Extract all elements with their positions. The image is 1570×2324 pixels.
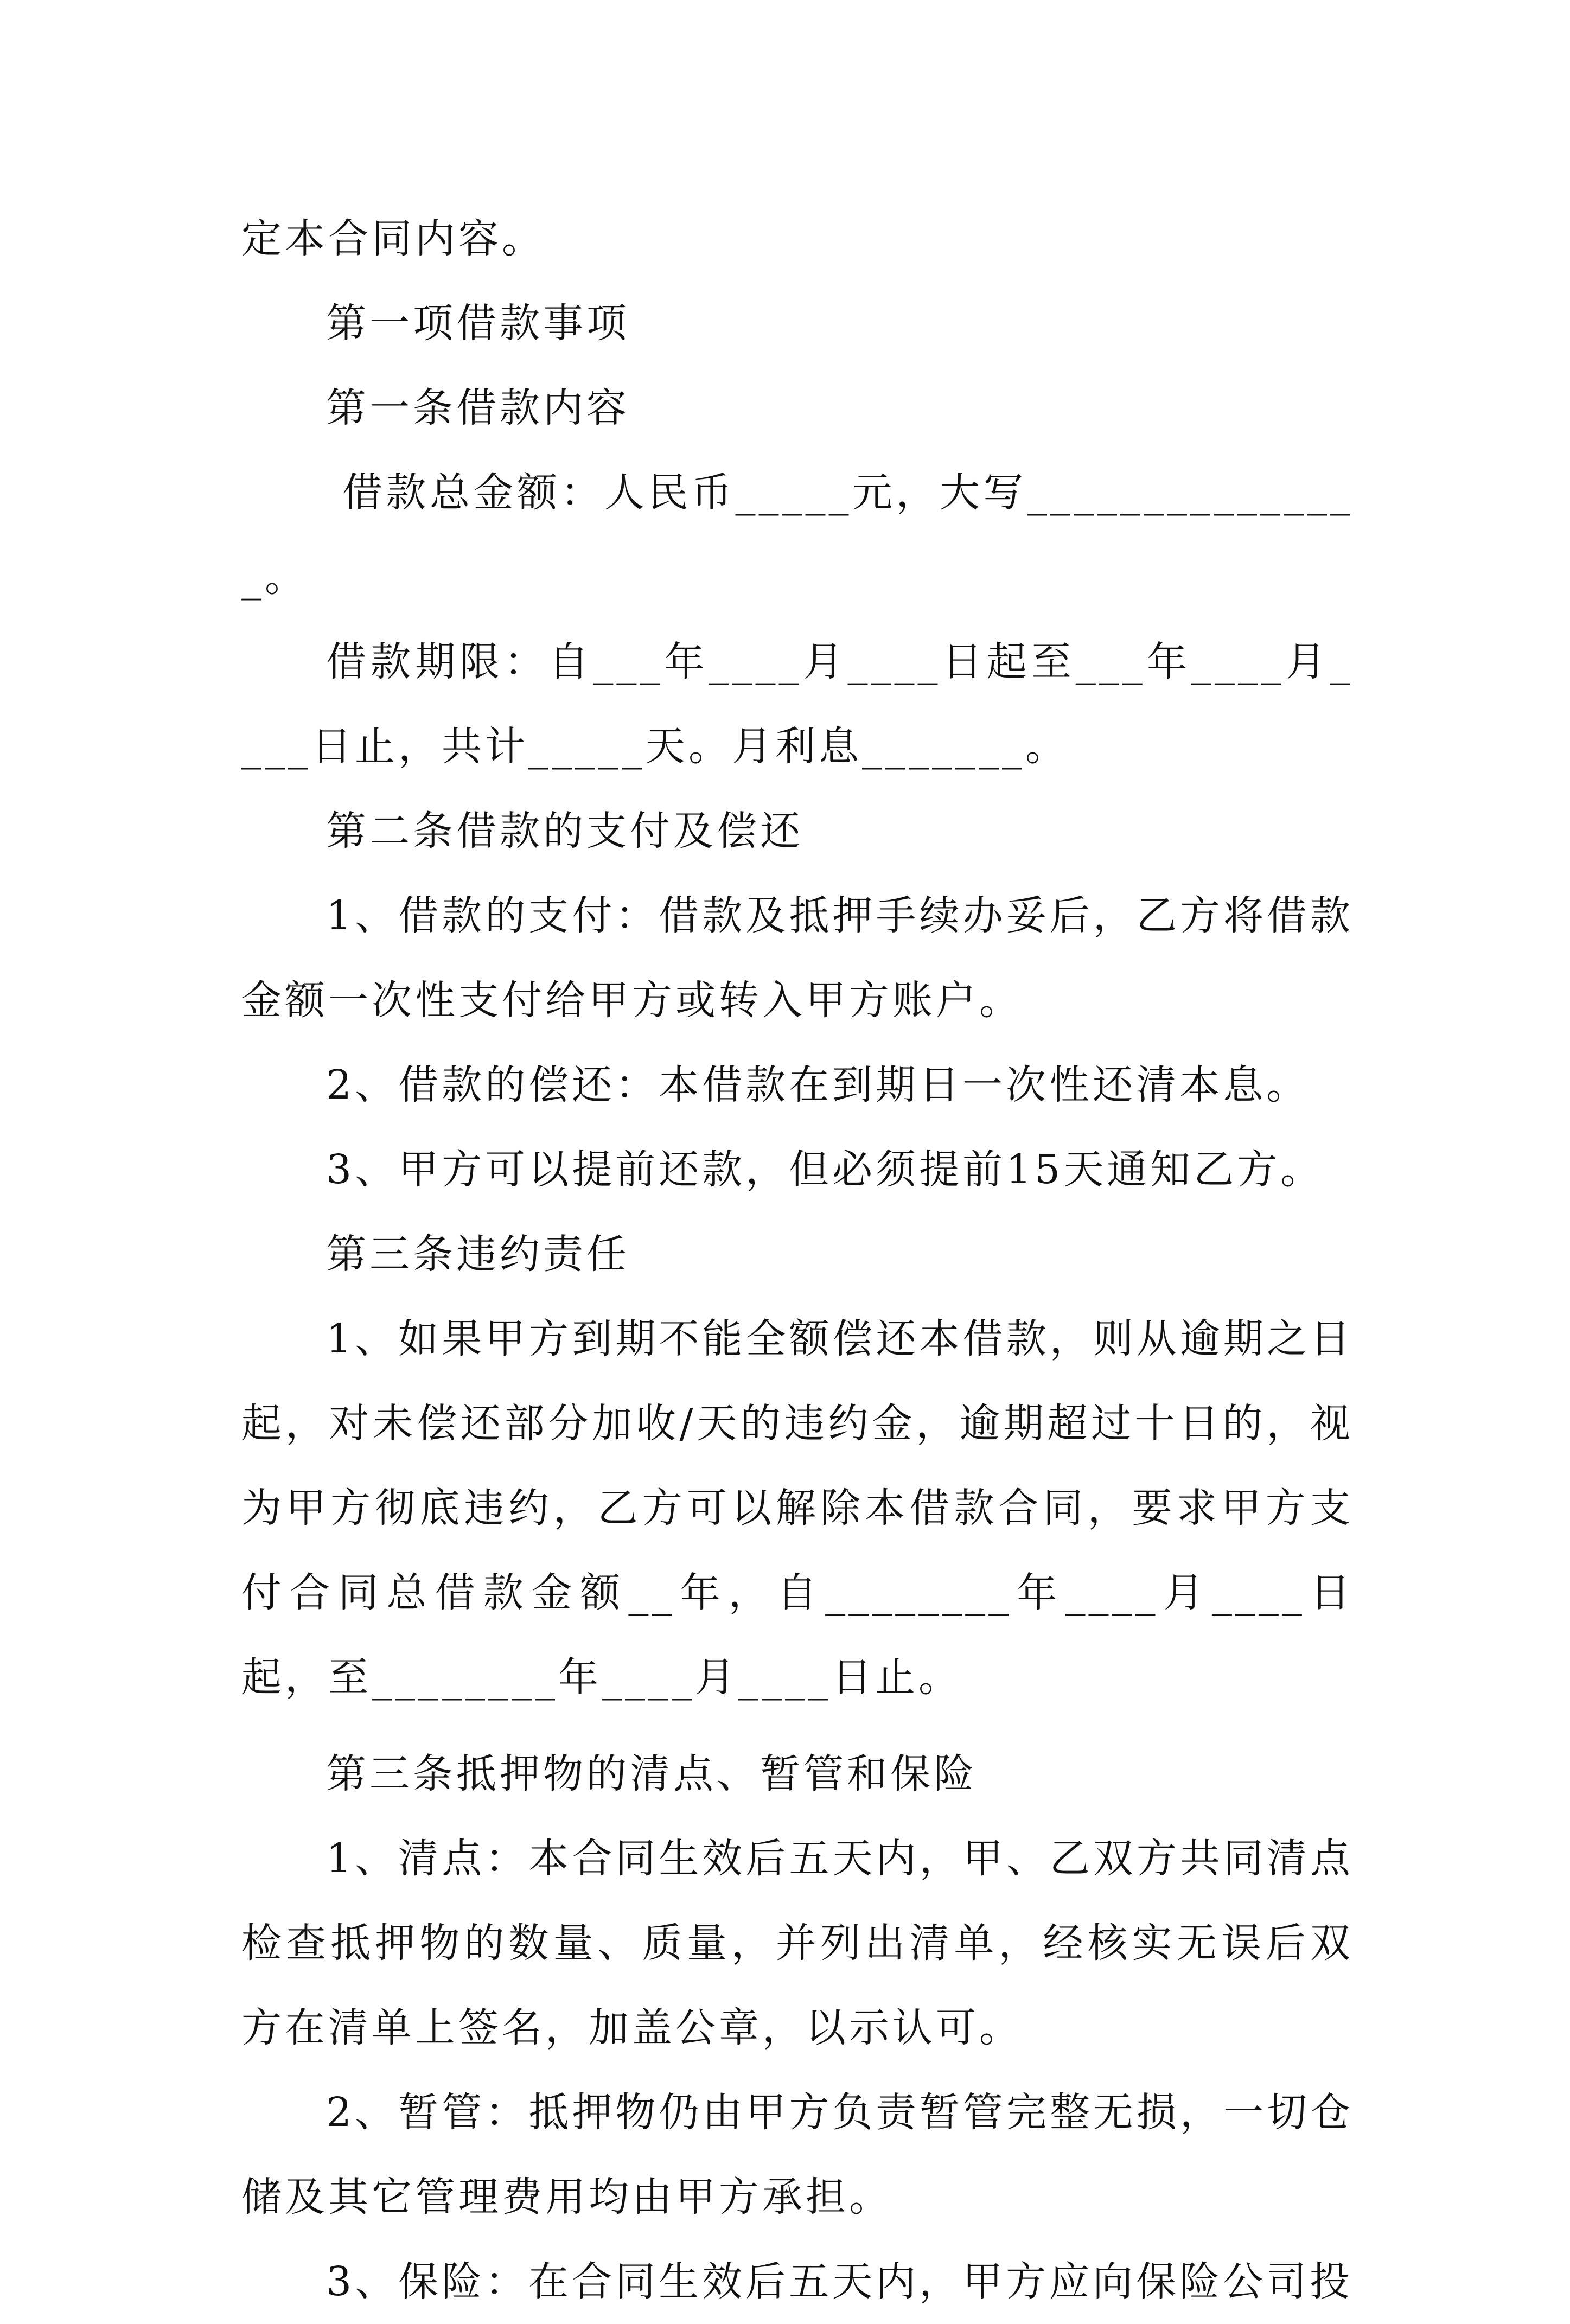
contract-body [241, 196, 1354, 2324]
paragraph-breach-penalty: 1、如果甲方到期不能全额偿还本借款，则从逾期之日起，对未偿还部分加收/天的违约金，逾期超过十日的，视为甲方彻底违约，乙方可以解除本借款合同，要求甲方支付合同总借款金额__年，自________年____月____日起，至________年____月____日止。 [241, 1316, 1354, 1701]
paragraph-early-repayment: 3、甲方可以提前还款，但必须提前15天通知乙方。 [326, 1146, 1324, 1193]
article-heading-breach-liability: 第三条违约责任 [326, 1231, 630, 1278]
article-heading-collateral: 第三条抵押物的清点、暂管和保险 [326, 1751, 977, 1797]
paragraph-collateral-custody: 2、暂管：抵押物仍由甲方负责暂管完整无损，一切仓储及其它管理费用均由甲方承担。 [241, 2089, 1354, 2220]
section-heading-loan-matters: 第一项借款事项 [326, 300, 630, 347]
article-heading-loan-content: 第一条借款内容 [326, 385, 630, 431]
article-heading-payment-repayment: 第二条借款的支付及偿还 [326, 808, 803, 854]
paragraph-collateral-inventory: 1、清点：本合同生效后五天内，甲、乙双方共同清点检查抵押物的数量、质量，并列出清单，经核实无误后双方在清单上签名，加盖公章，以示认可。 [241, 1835, 1354, 2051]
paragraph-collateral-insurance: 3、保险：在合同生效后五天内，甲方应向保险公司投 [326, 2258, 1354, 2305]
paragraph-loan-payment: 1、借款的支付：借款及抵押手续办妥后，乙方将借款金额一次性支付给甲方或转入甲方账户。 [241, 892, 1354, 1024]
paragraph-loan-amount: 借款总金额：人民币_____元，大写_______________。 [241, 469, 1354, 601]
paragraph-loan-repayment: 2、借款的偿还：本借款在到期日一次性还清本息。 [326, 1062, 1310, 1108]
paragraph-continuation: 定本合同内容。 [241, 215, 545, 262]
paragraph-loan-term: 借款期限：自___年____月____日起至___年____月____日止，共计_____天。月利息_______。 [241, 639, 1354, 770]
